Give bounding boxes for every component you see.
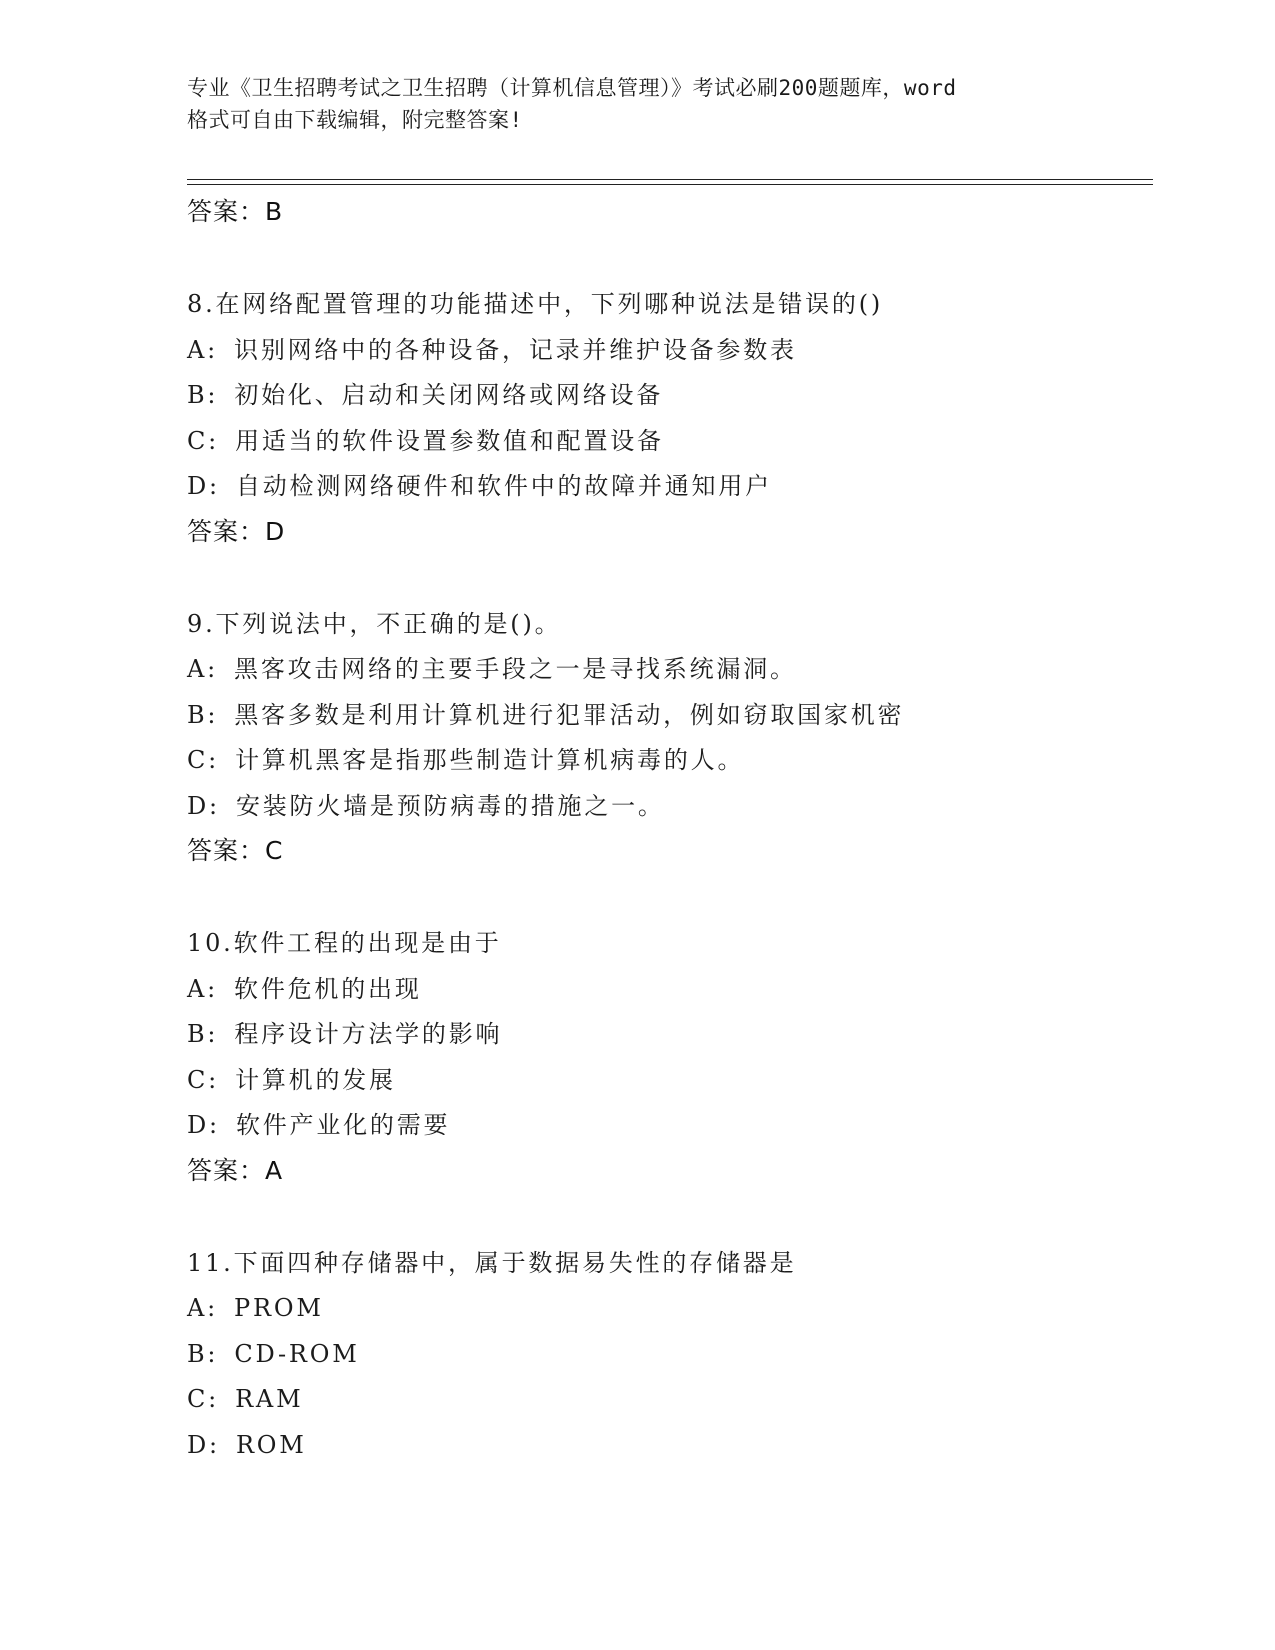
option-b [187,693,1147,739]
option-label: A: [187,655,219,683]
option-label: C: [187,426,220,455]
option-c [187,419,1147,465]
answer-line: 答案：D [187,516,286,546]
option-text: 自动检测网络硬件和软件中的故障并通知用户 [235,472,772,500]
answer-line: 答案：A [187,1155,284,1185]
option-text: 软件产业化的需要 [235,1111,451,1139]
option-text: 识别网络中的各种设备，记录并维护设备参数表 [234,335,797,364]
question-stem: 11.下面四种存储器中，属于数据易失性的存储器是 [187,1248,797,1277]
answer-line: 答案：C [187,836,284,865]
option-text: 黑客多数是利用计算机进行犯罪活动，例如窃取国家机密 [234,700,905,729]
question-item [187,602,1147,874]
option-label: D: [187,791,220,820]
option-text: PROM [234,1294,324,1322]
option-b [187,373,1147,419]
option-d [187,464,1147,510]
option-b [187,1332,1147,1378]
option-text: 用适当的软件设置参数值和配置设备 [235,426,664,455]
header-line-1: 专业《卫生招聘考试之卫生招聘（计算机信息管理）》考试必刷200题题库，word [187,76,957,100]
header-divider-top [187,179,1153,180]
option-label: C: [187,1385,220,1413]
option-label: A: [187,974,219,1003]
question-item [187,921,1147,1193]
option-text: 黑客攻击网络的主要手段之一是寻找系统漏洞。 [234,655,797,683]
option-c [187,1058,1147,1104]
option-label: B: [187,381,219,409]
option-text: CD-ROM [234,1339,360,1368]
option-c [187,738,1147,784]
option-c [187,1377,1147,1423]
option-d [187,1103,1147,1149]
option-label: B: [187,1339,219,1368]
option-label: D: [187,1430,220,1459]
question-item [187,282,1147,554]
option-a [187,647,1147,693]
question-stem: 8.在网络配置管理的功能描述中，下列哪种说法是错误的() [187,290,884,318]
document-header [187,72,1087,136]
question-item [187,1241,1147,1469]
option-text: 计算机的发展 [235,1065,396,1094]
option-label: C: [187,1065,220,1094]
option-label: C: [187,746,220,774]
header-line-2: 格式可自由下载编辑，附完整答案! [187,108,523,132]
option-d [187,784,1147,830]
option-text: ROM [235,1430,307,1459]
option-text: 软件危机的出现 [234,974,422,1003]
option-label: B: [187,700,219,729]
option-d [187,1423,1147,1469]
option-text: 计算机黑客是指那些制造计算机病毒的人。 [235,746,745,774]
option-a [187,328,1147,374]
option-a [187,1286,1147,1332]
option-label: D: [187,472,220,500]
option-label: A: [187,1294,219,1322]
option-label: A: [187,335,219,364]
option-a [187,967,1147,1013]
question-list [187,190,1147,1468]
option-text: 初始化、启动和关闭网络或网络设备 [234,381,664,409]
question-stem: 9.下列说法中，不正确的是()。 [187,609,562,638]
answer-line: 答案：B [187,197,284,226]
question-stem: 10.软件工程的出现是由于 [187,929,502,957]
option-text: RAM [235,1385,304,1413]
option-text: 程序设计方法学的影响 [234,1020,503,1048]
option-b [187,1012,1147,1058]
option-label: D: [187,1111,220,1139]
header-divider-bottom [187,184,1153,185]
option-label: B: [187,1020,219,1048]
option-text: 安装防火墙是预防病毒的措施之一。 [235,791,665,820]
